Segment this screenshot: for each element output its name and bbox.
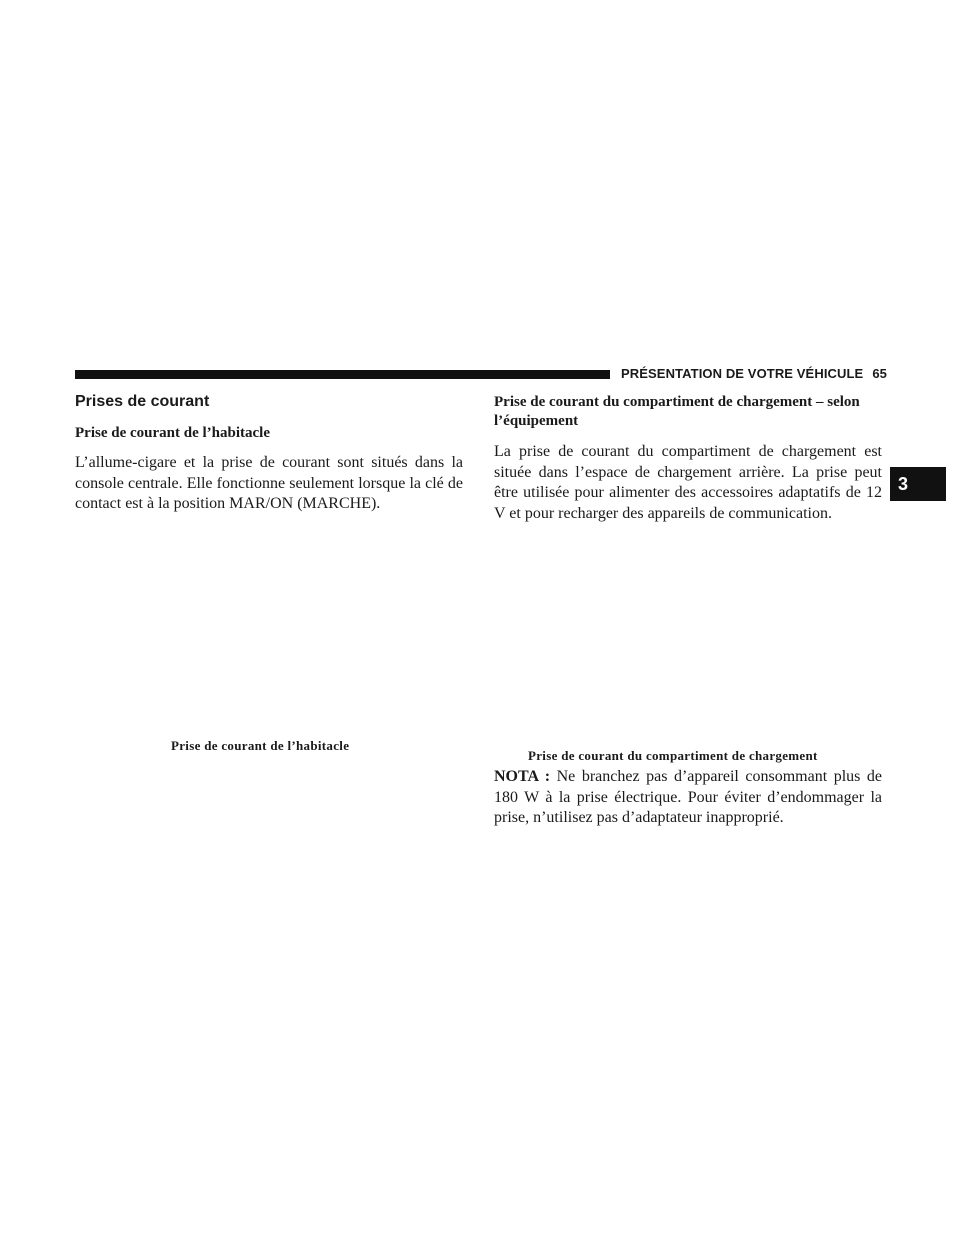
- caption-cabin-outlet: Prise de courant de l’habitacle: [171, 738, 350, 753]
- paragraph-cargo-outlet: La prise de courant du compartiment de chargement est située dans l’espace de chargement arrière. La prise peut être utilisée pour alimenter des accessoires adaptatifs de 12 V et pour recharger des appareils de communication.: [494, 443, 882, 522]
- chapter-tab: [890, 467, 946, 501]
- header-rule: [75, 370, 610, 379]
- figure-cabin-outlet: [75, 508, 463, 728]
- caption-cargo-outlet: Prise de courant du compartiment de chargement: [528, 748, 818, 763]
- subheading-cargo-outlet: Prise de courant du compartiment de chargement – selon l’équipement: [494, 394, 860, 429]
- figure-cargo-outlet: [494, 524, 882, 742]
- note-label: NOTA :: [494, 768, 551, 785]
- section-title: Prises de courant: [75, 393, 210, 410]
- note: [494, 767, 882, 829]
- subheading-cabin-outlet: Prise de courant de l’habitacle: [75, 425, 270, 441]
- left-column: [75, 393, 463, 515]
- paragraph-cabin-outlet: L’allume-cigare et la prise de courant sont situés dans la console centrale. Elle fonctionne seulement lorsque la clé de contact est à la position MAR/ON (MARCHE).: [75, 454, 463, 512]
- page-number: 65: [872, 366, 887, 381]
- chapter-title: PRÉSENTATION DE VOTRE VÉHICULE: [621, 366, 864, 381]
- note-text: Ne branchez pas d’appareil consommant plus de 180 W à la prise électrique. Pour éviter d’endommager la prise, n’utilisez pas d’adaptateur inapproprié.: [494, 768, 883, 826]
- chapter-number: 3: [898, 473, 909, 494]
- right-column: [494, 393, 882, 524]
- running-header: [621, 366, 921, 381]
